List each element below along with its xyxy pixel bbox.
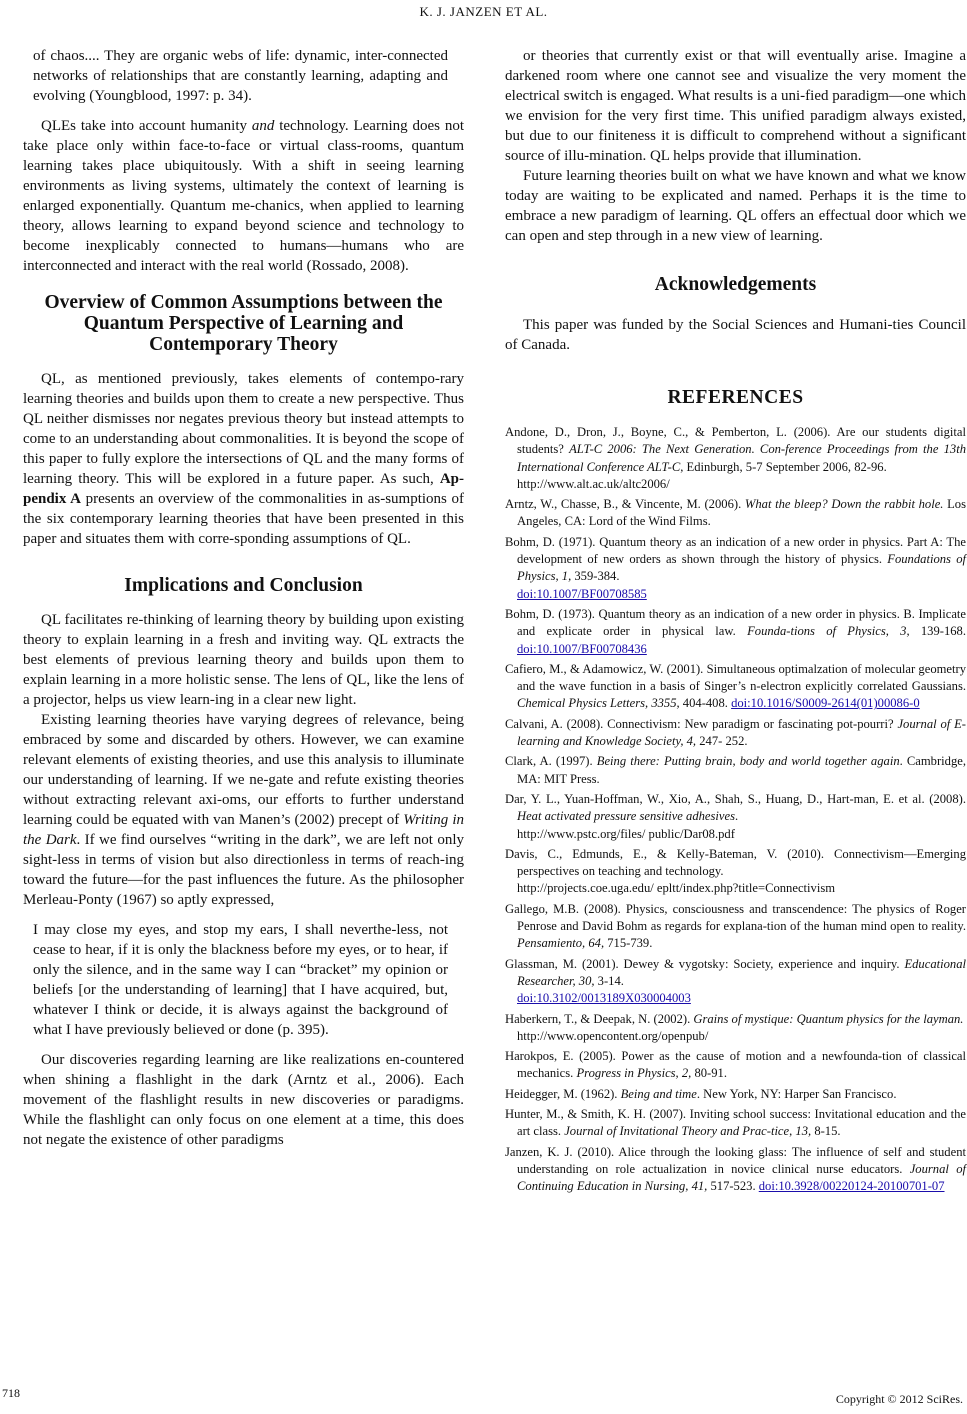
text-run: Andone, D., Dron, J., Boyne, C., & Pemberton, L. (2006). Are our students digital students?: [505, 425, 966, 457]
paragraph: or theories that currently exist or that will eventually arise. Imagine a darkened room where one cannot see and visualize the very moment the electrical switch is engaged. What results is a uni-fied paradigm—one which we envision for the very first time. This unified paradigm always existed, but due to our finiteness it is difficult to comprehend without a significant source of illu-mination. QL helps provide that illumination.: [505, 48, 966, 164]
doi-link[interactable]: doi:10.1016/S0009-2614(01)00086-0: [731, 696, 920, 711]
text-run: 404-408.: [679, 696, 732, 711]
text-run: technology. Learning does not take place only within face-to-face or virtual class-rooms, quantum learning takes place ubiquitously. With a shift in seeing learning environments as living systems, ultimately the context of learning is enlarged exponentially. Quantum me-chanics, when applied to learning theory, allows learning to expand beyond science and technology to become inexplicably connected to humans—humans who are interconnected and interact with the real world (Rossado, 2008).: [23, 118, 464, 274]
page-number: 718: [2, 1386, 20, 1400]
reference-item: [505, 1011, 966, 1046]
text-run: Bohm, D. (1973). Quantum theory as an indication of a new order in physics. B. Implicate and explicate order in physical law.: [505, 606, 966, 639]
text-run: Arntz, W., Chasse, B., & Vincente, M. (2006).: [505, 497, 745, 512]
section-heading-acknowledgements: Acknowledgements: [654, 274, 817, 295]
text-run: Janzen, K. J. (2010). Alice through the looking glass: The influence of self and student understanding on role actualization in novice clinical nurse educators.: [505, 1144, 966, 1176]
text-run: . Cambridge, MA: MIT Press.: [517, 754, 966, 786]
text-run: QLEs take into account humanity: [41, 118, 252, 134]
section-heading-references: REFERENCES: [667, 387, 804, 408]
reference-url[interactable]: http://www.pstc.org/files/ public/Dar08.pdf: [517, 826, 735, 841]
text-run: .: [735, 809, 739, 824]
right-column: [505, 46, 966, 1198]
appendix-reference: Ap-pendix A: [23, 471, 464, 507]
text-run: QL, as mentioned previously, takes elements of contempo-rary learning theories and builds upon them to create a new perspective. Thus QL neither dismisses nor negates previous theory but instead attempts to come to an understanding about commonalities. It is beyond the scope of this paper to fully explore the intersections of QL and the many forms of learning theory. This will be explored in a future paper. As such,: [23, 371, 464, 487]
running-head: K. J. JANZEN ET AL.: [419, 4, 548, 19]
source-title: Pensamiento, 64,: [517, 936, 605, 951]
reference-item: [505, 606, 966, 658]
reference-item: [505, 1048, 966, 1083]
text-run: Calvani, A. (2008). Connectivism: New paradigm or fascinating pot-pourri?: [505, 716, 898, 731]
paragraph: Future learning theories built on what we have known and what we know today are waiting to be explicated and named. Perhaps it is the time to embrace a new paradigm of learning. QL offers an effectual door which we can open and step through in a new view of learning.: [505, 168, 966, 244]
text-run: Hunter, M., & Smith, K. H. (2007). Inviting school success: Invitational education and the art class.: [505, 1106, 966, 1139]
section-heading-overview: Overview of Common Assumptions between the Quantum Perspective of Learning and Contemporary Theory: [44, 292, 443, 355]
reference-item: [505, 901, 966, 953]
reference-url[interactable]: http://projects.coe.uga.edu/ epltt/index.php?title=Connectivism: [517, 881, 836, 896]
text-run: Los Angeles, CA: Lord of the Wind Films.: [517, 497, 966, 529]
emphasis: Writing in the Dark: [23, 812, 464, 848]
text-run: 80-91.: [691, 1066, 727, 1081]
text-run: Gallego, M.B. (2008). Physics, consciousness and transcendence: The physics of Roger Penrose and David Bohm as regards for explana-tion of the human mind open to reality.: [505, 901, 966, 934]
text-run: 247- 252.: [696, 734, 748, 749]
text-run: Clark, A. (1997).: [505, 754, 597, 769]
reference-url[interactable]: http://www.opencontent.org/openpub/: [517, 1028, 709, 1043]
text-run: 139-168.: [909, 624, 966, 639]
reference-item: [505, 661, 966, 713]
source-title: Chemical Physics Letters, 3355,: [517, 696, 680, 711]
doi-link[interactable]: doi:10.3928/00220124-20100701-07: [758, 1179, 945, 1194]
source-title: Heat activated pressure sensitive adhesives: [517, 809, 735, 824]
text-run: Existing learning theories have varying degrees of relevance, being embraced by some and discarded by others. However, we can examine relevant elements of existing theories, and use this analysis to illuminate our understanding of learning. If we ne-gate and refute existing theories without extracting relevant axi-oms, our efforts to further understand learning could be equated with van Manen’s (2002) precept of: [23, 712, 464, 828]
doi-link[interactable]: doi:10.1007/BF00708585: [517, 586, 647, 601]
reference-item: [505, 846, 966, 898]
source-title: ALT-C 2006: The Next Generation. Con-ference Proceedings from the 13th International Conference ALT-C: [517, 442, 966, 474]
copyright-notice: Copyright © 2012 SciRes.: [835, 1392, 963, 1406]
reference-item: [505, 1106, 966, 1141]
source-title: What the bleep? Down the rabbit hole.: [744, 497, 944, 512]
text-run: Harokpos, E. (2005). Power as the cause of motion and a newfounda-tion of classical mechanics.: [505, 1049, 966, 1081]
reference-item: [505, 716, 966, 751]
volume: 13,: [795, 1124, 812, 1139]
reference-url[interactable]: http://www.alt.ac.uk/altc2006/: [517, 476, 670, 491]
text-run: 517-523.: [707, 1179, 759, 1194]
text-run: presents an overview of the commonalities in as-sumptions of the six contemporary learning theories that have been presented in this paper and situates them with corre-sponding assumptions of QL.: [23, 491, 464, 547]
paragraph: [23, 116, 464, 276]
source-title: Progress in Physics, 2,: [576, 1066, 692, 1081]
doi-link[interactable]: doi:10.1007/BF00708436: [517, 641, 647, 656]
text-run: 359-384.: [571, 569, 620, 584]
text-run: , Edinburgh, 5-7 September 2006, 82-96.: [680, 459, 887, 474]
text-run: ,: [789, 1124, 796, 1139]
source-title: Being and time: [620, 1086, 697, 1101]
text-run: Dar, Y. L., Yuan-Hoffman, W., Xio, A., Shah, S., Huang, D., Hart-man, E. et al. (2008).: [505, 791, 966, 806]
text-run: Haberkern, T., & Deepak, N. (2002).: [505, 1011, 694, 1026]
source-title: Journal of Continuing Education in Nursing, 41,: [517, 1161, 966, 1194]
source-title: Journal of Invitational Theory and Prac-tice: [564, 1124, 790, 1139]
paragraph: [23, 710, 464, 910]
reference-item: [505, 956, 966, 1008]
reference-item: [505, 1086, 966, 1103]
left-column: [23, 46, 464, 1150]
source-title: Grains of mystique: Quantum physics for the layman.: [693, 1011, 964, 1026]
text-run: Bohm, D. (1971). Quantum theory as an indication of a new order in physics. Part A: The development of new orders as shown through the history of physics.: [505, 534, 966, 567]
text-run: . If we find ourselves “writing in the dark”, we are left not only sight-less in terms of vision but also directionless in terms of reach-ing toward the future—for the past influences the future. As the philosopher Merleau-Ponty (1967) so aptly expressed,: [23, 832, 465, 908]
paragraph: QL facilitates re-thinking of learning theory by building upon existing theory to explain learning in a fresh and inviting way. QL extracts the best elements of previous learning theory and builds upon them to explain learning in a more holistic sense. The lens of QL, like the lens of a projector, helps us view learn-ing in a clear new light.: [23, 612, 464, 708]
reference-item: [505, 424, 966, 493]
text-run: Cafiero, M., & Adamowicz, W. (2001). Simultaneous optimalzation of molecular geometry and the wave function in a basis of Singer’s n-electron explicitly correlated Gaussians.: [505, 661, 966, 694]
source-title: Being there: Putting brain, body and world together again: [596, 754, 900, 769]
reference-item: [505, 534, 966, 603]
source-title: Foundations of Physics, 1,: [517, 552, 966, 584]
emphasis: and: [251, 118, 275, 134]
text-run: Davis, C., Edmunds, E., & Kelly-Bateman, V. (2010). Connectivism—Emerging perspectives on teaching and technology.: [505, 846, 966, 879]
reference-list: [505, 424, 966, 1195]
text-run: Glassman, M. (2001). Dewey & vygotsky: Society, experience and inquiry.: [505, 956, 905, 971]
paragraph: This paper was funded by the Social Sciences and Humani-ties Council of Canada.: [505, 317, 966, 353]
reference-item: [505, 1144, 966, 1196]
reference-item: [505, 791, 966, 843]
reference-item: [505, 496, 966, 531]
block-quote: I may close my eyes, and stop my ears, I shall neverthe-less, not cease to hear, if it is only the blackness before my eyes, or to hear, if only the silence, and in the same way I can “bracket” my opinion or beliefs [or the understanding of learning] that I have acquired, but, whatever I think or decide, it is always against the background of what I have previously believed or done (p. 395).: [33, 922, 448, 1038]
reference-item: [505, 753, 966, 788]
block-quote: of chaos.... They are organic webs of life: dynamic, inter-connected networks of relationships that are constantly learning, adapting and evolving (Youngblood, 1997: p. 34).: [33, 48, 448, 104]
section-heading-implications: Implications and Conclusion: [124, 575, 363, 596]
text-run: 715-739.: [604, 936, 653, 951]
doi-link[interactable]: doi:10.3102/0013189X030004003: [517, 991, 691, 1006]
paragraph: [23, 369, 464, 549]
text-run: 8-15.: [811, 1124, 841, 1139]
paragraph: Our discoveries regarding learning are like realizations en-countered when shining a flashlight in the dark (Arntz et al., 2006). Each movement of the flashlight results in new discoveries or paradigms. While the flashlight can only focus on one element at a time, this does not negate the existence of other paradigms: [23, 1052, 464, 1148]
text-run: Heidegger, M. (1962).: [505, 1086, 621, 1101]
text-run: . New York, NY: Harper San Francisco.: [696, 1086, 897, 1101]
source-title: Journal of E-learning and Knowledge Society, 4,: [517, 716, 966, 749]
source-title: Educational Researcher, 30,: [517, 956, 966, 988]
text-run: 3-14.: [594, 973, 624, 988]
source-title: Founda-tions of Physics, 3,: [747, 624, 910, 639]
